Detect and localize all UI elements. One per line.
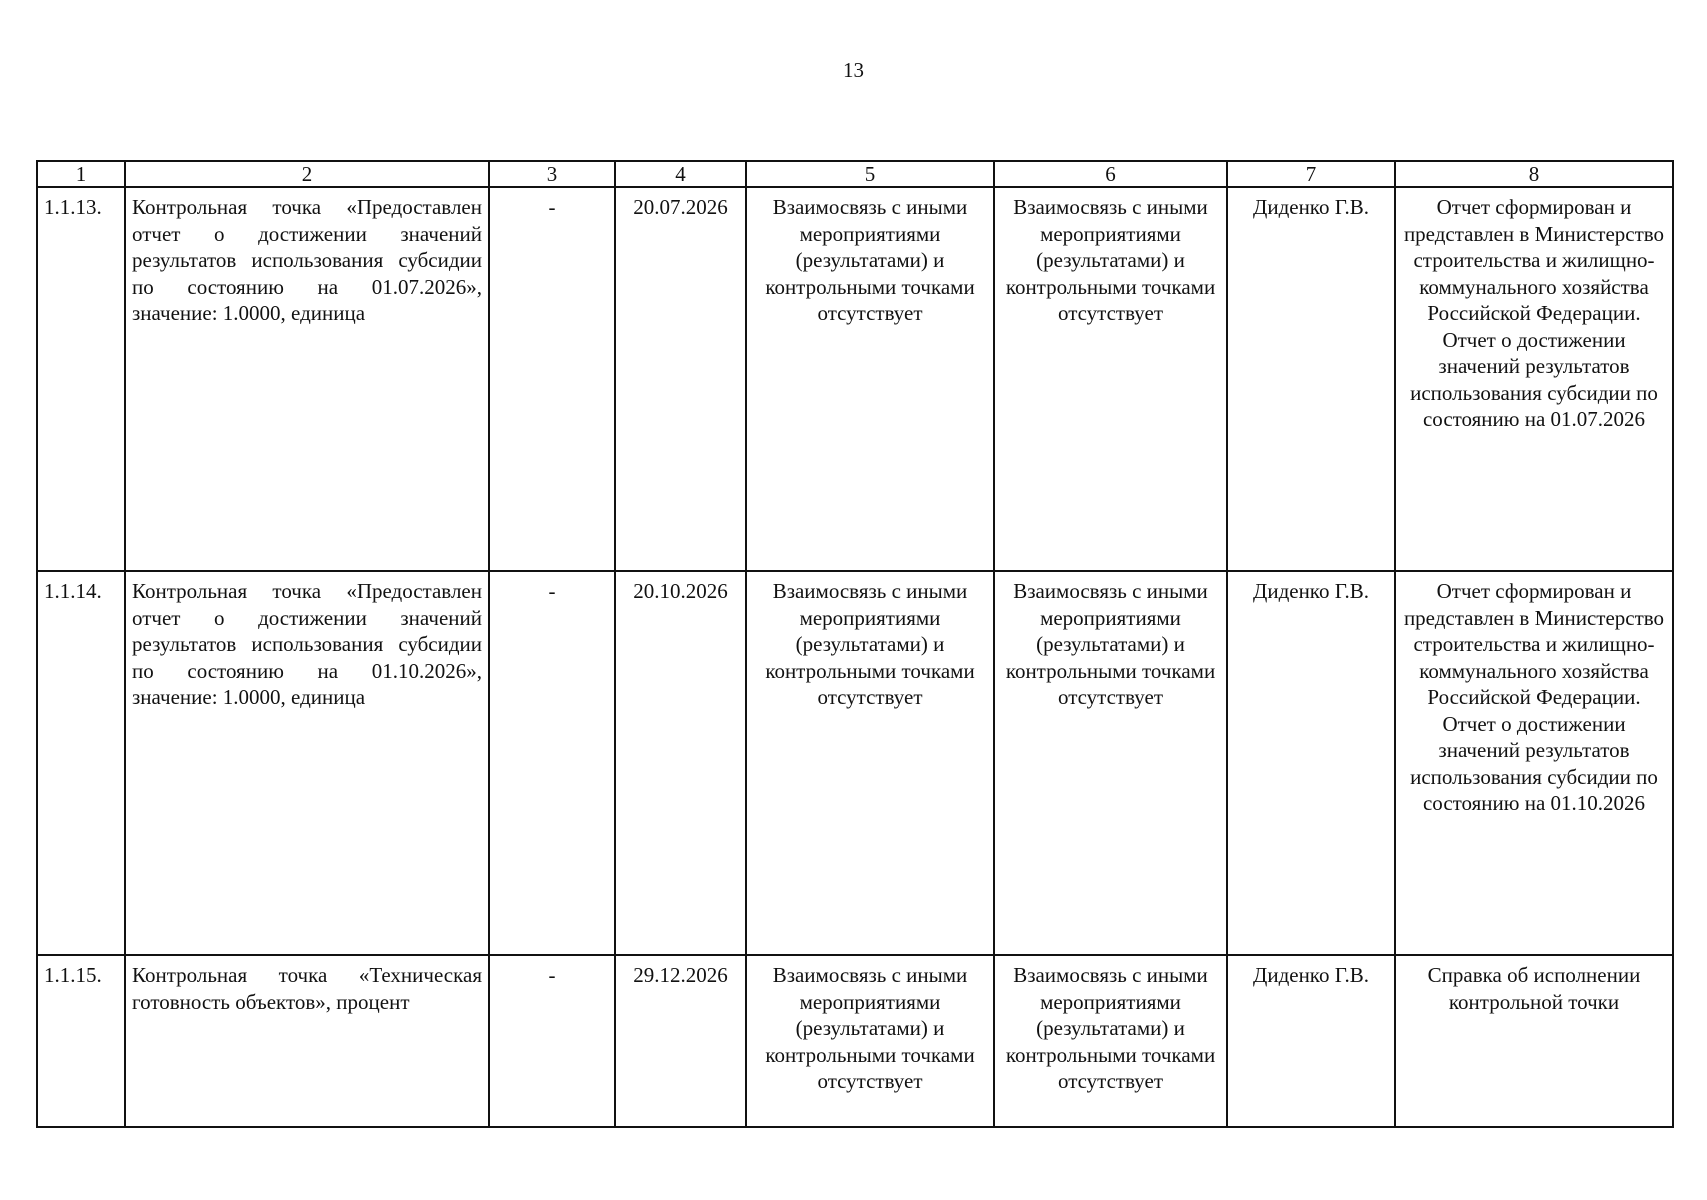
header-col-6: 6 [994, 161, 1227, 187]
table-row [37, 955, 1673, 1127]
header-col-2: 2 [125, 161, 489, 187]
result-document-cell: Отчет сформирован и представлен в Министерство строительства и жилищно-коммунального хозяйства Российской Федерации. Отчет о достижении значений результатов использования субсидии по состоянию на 01.10.2026 [1395, 571, 1673, 955]
row-number-cell: 1.1.15. [37, 955, 125, 1127]
column-3-cell: - [489, 955, 615, 1127]
control-points-table [36, 160, 1674, 1128]
responsible-cell: Диденко Г.В. [1227, 571, 1395, 955]
header-col-4: 4 [615, 161, 746, 187]
table-row [37, 187, 1673, 571]
column-3-cell: - [489, 571, 615, 955]
table-row [37, 571, 1673, 955]
column-3-cell: - [489, 187, 615, 571]
relation-cell-col6: Взаимосвязь с иными мероприятиями (результатами) и контрольными точками отсутствует [994, 955, 1227, 1127]
result-document-cell: Отчет сформирован и представлен в Министерство строительства и жилищно-коммунального хозяйства Российской Федерации. Отчет о достижении значений результатов использования субсидии по состоянию на 01.07.2026 [1395, 187, 1673, 571]
header-col-1: 1 [37, 161, 125, 187]
date-cell: 20.10.2026 [615, 571, 746, 955]
header-col-5: 5 [746, 161, 994, 187]
header-col-3: 3 [489, 161, 615, 187]
control-point-name-cell: Контрольная точка «Предоставлен отчет о достижении значений результатов использования субсидии по состоянию на 01.10.2026», значение: 1.0000, единица [125, 571, 489, 955]
page-number: 13 [843, 58, 864, 82]
relation-cell-col5: Взаимосвязь с иными мероприятиями (результатами) и контрольными точками отсутствует [746, 955, 994, 1127]
header-col-7: 7 [1227, 161, 1395, 187]
relation-cell-col6: Взаимосвязь с иными мероприятиями (результатами) и контрольными точками отсутствует [994, 187, 1227, 571]
relation-cell-col5: Взаимосвязь с иными мероприятиями (результатами) и контрольными точками отсутствует [746, 187, 994, 571]
date-cell: 20.07.2026 [615, 187, 746, 571]
control-point-name-cell: Контрольная точка «Предоставлен отчет о достижении значений результатов использования субсидии по состоянию на 01.07.2026», значение: 1.0000, единица [125, 187, 489, 571]
result-document-cell: Справка об исполнении контрольной точки [1395, 955, 1673, 1127]
relation-cell-col6: Взаимосвязь с иными мероприятиями (результатами) и контрольными точками отсутствует [994, 571, 1227, 955]
responsible-cell: Диденко Г.В. [1227, 955, 1395, 1127]
relation-cell-col5: Взаимосвязь с иными мероприятиями (результатами) и контрольными точками отсутствует [746, 571, 994, 955]
header-row [37, 161, 1673, 187]
row-number-cell: 1.1.14. [37, 571, 125, 955]
header-col-8: 8 [1395, 161, 1673, 187]
row-number-cell: 1.1.13. [37, 187, 125, 571]
date-cell: 29.12.2026 [615, 955, 746, 1127]
responsible-cell: Диденко Г.В. [1227, 187, 1395, 571]
control-point-name-cell: Контрольная точка «Техническая готовность объектов», процент [125, 955, 489, 1127]
